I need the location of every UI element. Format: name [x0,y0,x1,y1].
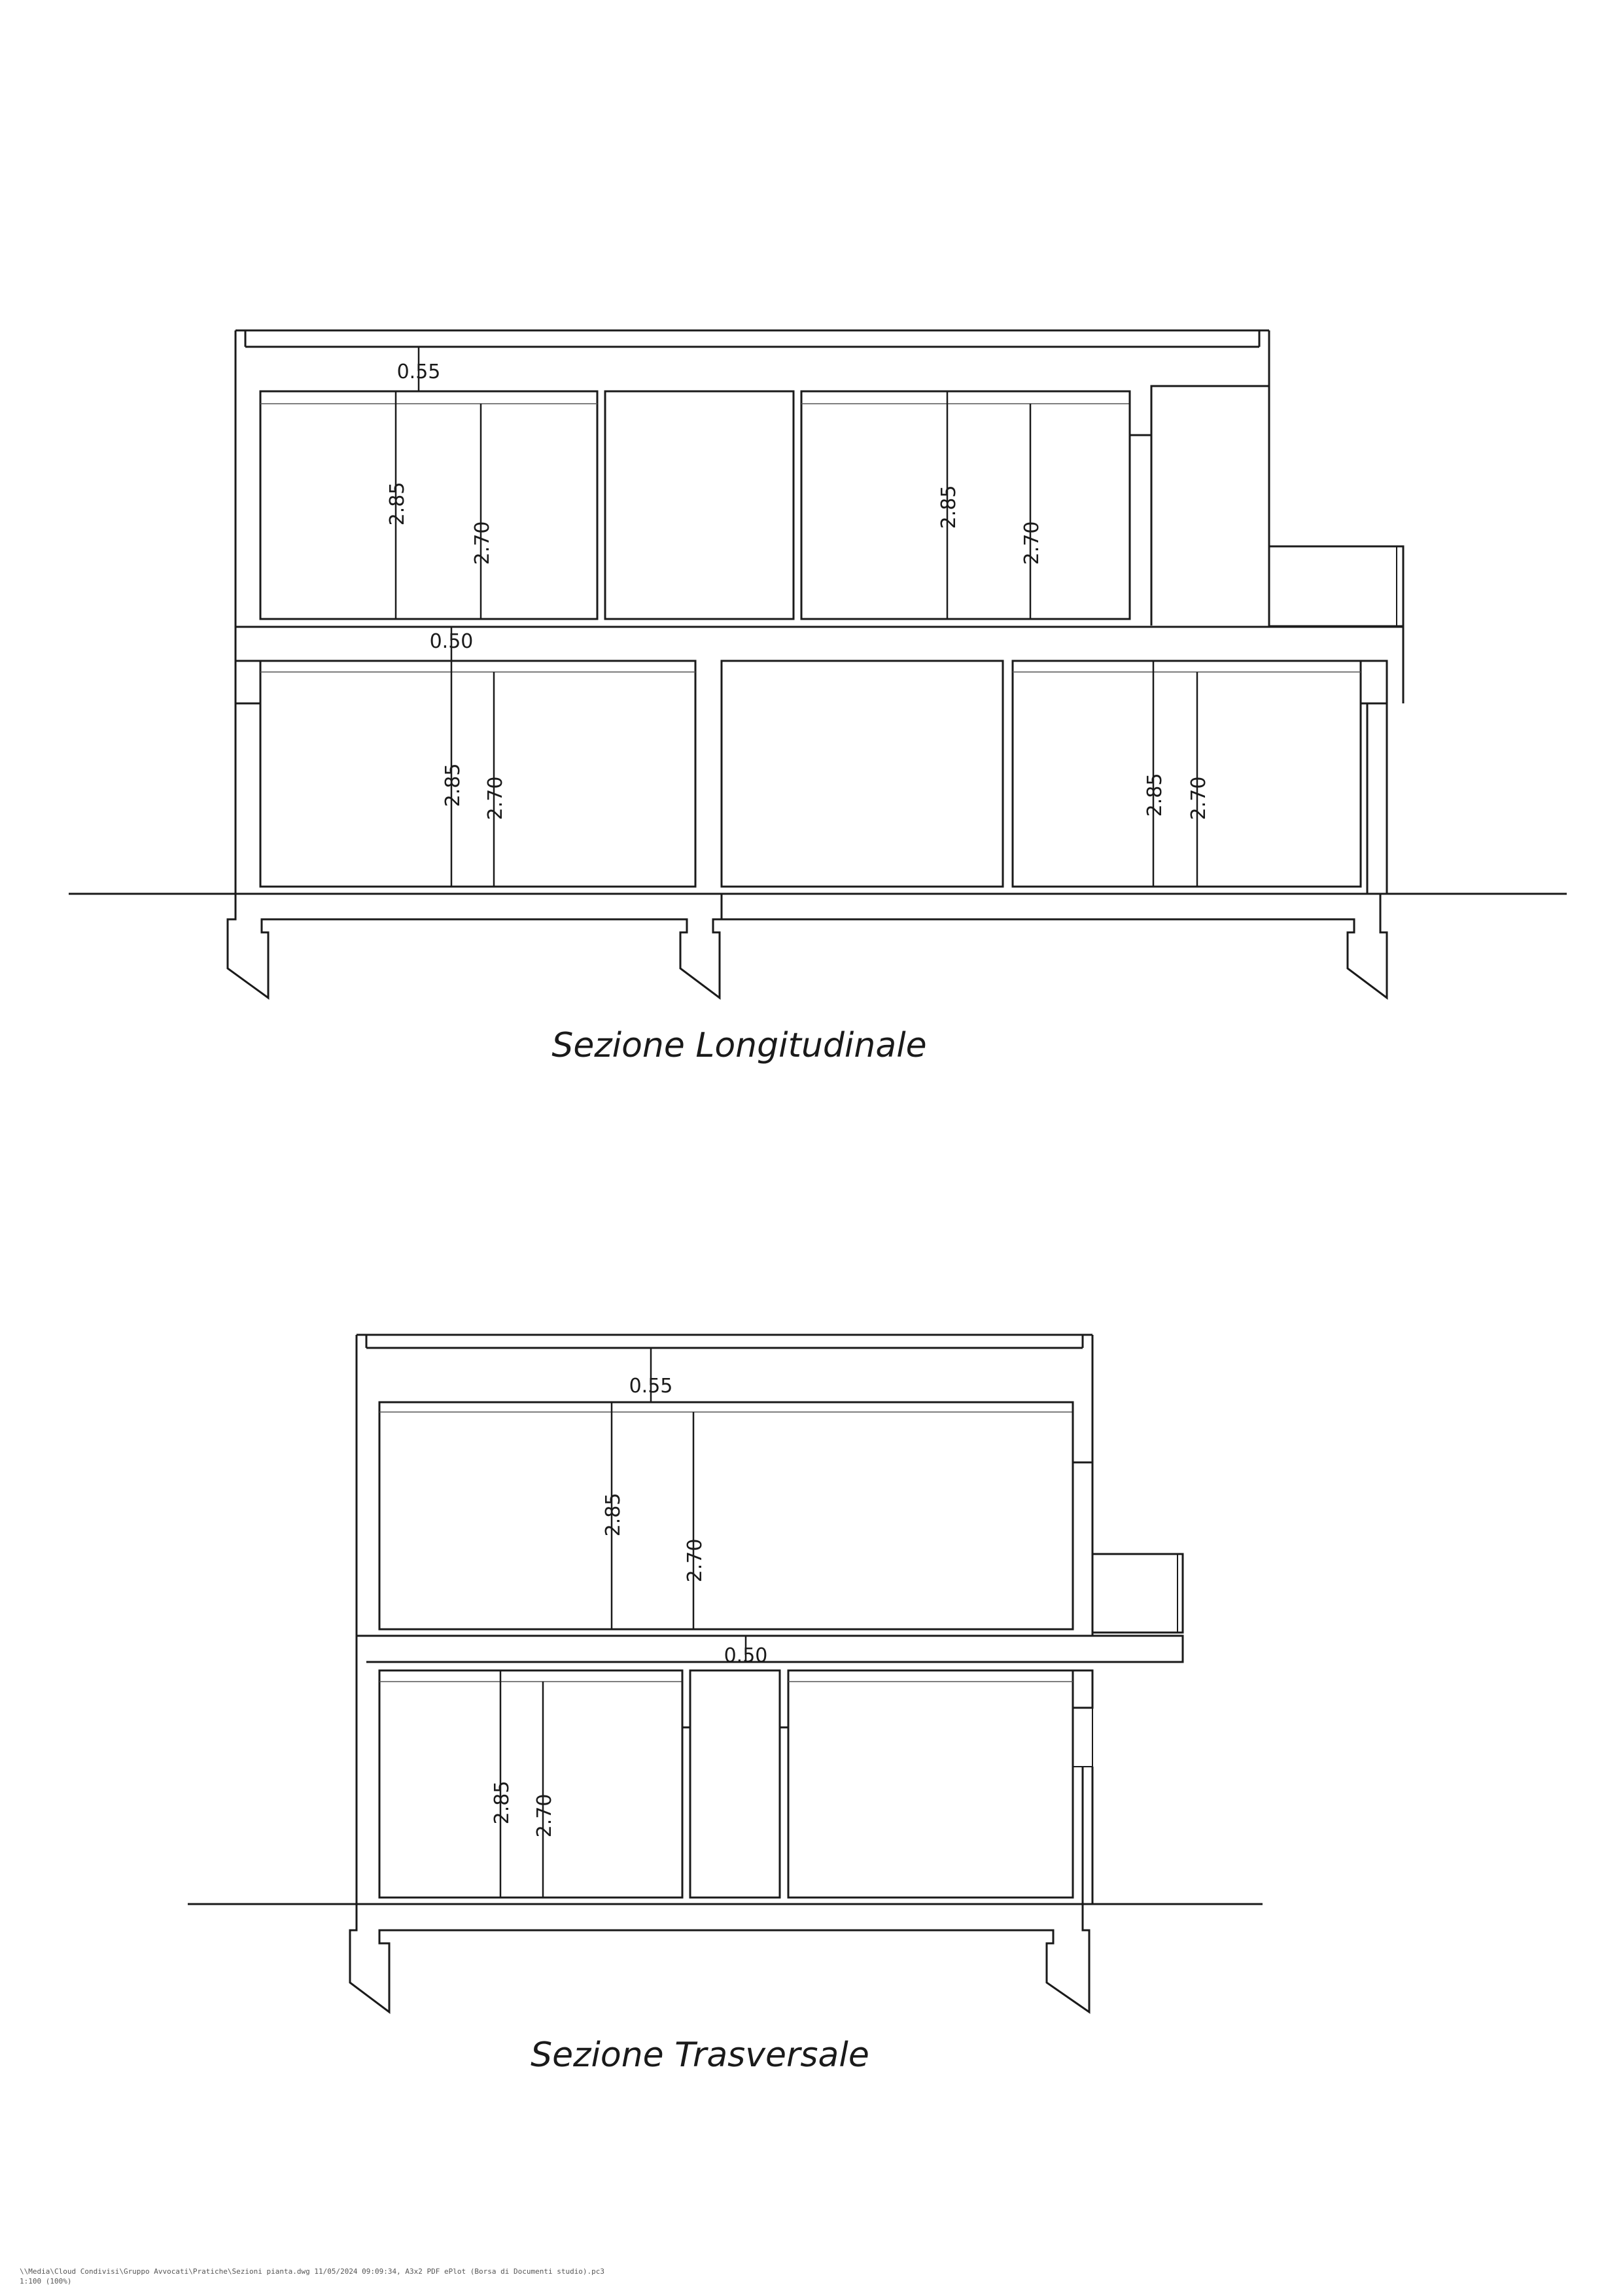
dim-upper-right-gross: 2.85 [937,485,960,529]
transverse-lower-room-right [788,1670,1073,1898]
dim-lower-left-gross: 2.85 [442,763,464,807]
dim-upper-right-net: 2.70 [1021,521,1043,565]
section-title-transverse: Sezione Trasversale [531,2036,869,2075]
dim-lower-gross-trans: 2.85 [491,1780,514,1825]
plot-footer-line1: \\Media\Cloud Condivisi\Gruppo Avvocati\Pratiche\Sezioni pianta.dwg 11/05/2024 09:09:34, A3x2 PDF ePlot (Borsa di Documenti studio).pc3 [20,2267,605,2276]
longitudinal-dimensions [396,347,1197,887]
dim-roof-slab-long: 0.55 [396,361,441,383]
dim-floor-slab-trans: 0.50 [724,1644,768,1667]
plot-footer-line2: 1:100 (100%) [20,2277,72,2286]
dim-upper-left-gross: 2.85 [386,482,409,526]
longitudinal-section [69,330,1567,1065]
transverse-balcony [1092,1554,1183,1633]
transverse-section [188,1335,1263,2075]
transverse-upper-room [379,1402,1073,1629]
dim-floor-slab-long: 0.50 [429,630,474,653]
transverse-lower-room-left [379,1670,682,1898]
dim-lower-left-net: 2.70 [484,776,507,821]
dim-upper-net-trans: 2.70 [684,1538,707,1583]
dim-lower-right-net: 2.70 [1187,776,1210,821]
upper-floor-rooms [260,386,1403,626]
transverse-lower-corridor [690,1670,780,1898]
dim-lower-right-gross: 2.85 [1143,773,1166,817]
dim-upper-left-net: 2.70 [471,521,494,565]
dim-lower-net-trans: 2.70 [533,1793,556,1838]
section-title-longitudinal: Sezione Longitudinale [551,1026,927,1065]
ground-floor-rooms [260,627,1403,894]
dim-roof-slab-trans: 0.55 [629,1375,673,1398]
dim-upper-gross-trans: 2.85 [602,1492,625,1537]
